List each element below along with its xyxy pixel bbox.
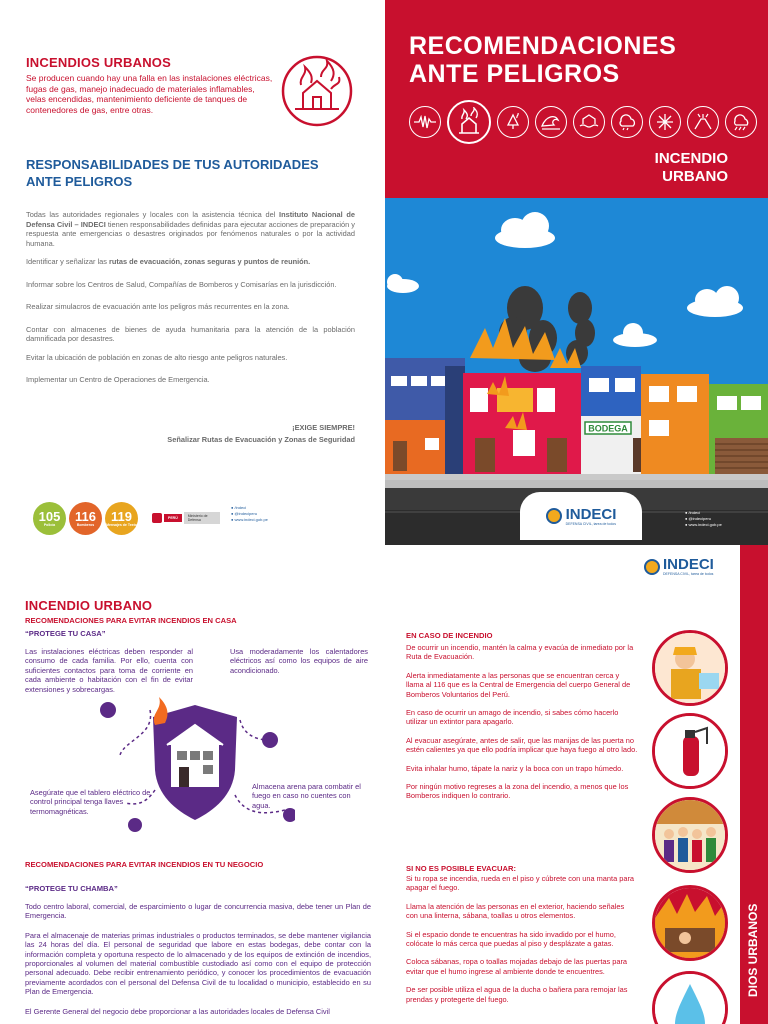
inner-spread <box>0 545 768 1024</box>
inner-title: INCENDIO URBANO <box>25 598 153 613</box>
burning-street-illustration <box>385 198 768 488</box>
side-strip <box>740 545 768 1024</box>
twitter-link[interactable]: ● @indeciperu <box>685 516 712 521</box>
indeci-tagline: DEFENSA CIVIL, tarea de todos <box>663 572 714 576</box>
social-links <box>231 505 268 523</box>
firefighters-number-badge: 116 Bomberos <box>69 502 102 535</box>
website-link[interactable]: ● www.indeci.gob.pe <box>231 517 268 522</box>
no-evac-title: SI NO ES POSIBLE EVACUAR: <box>406 864 516 873</box>
home-tip-electrical: Las instalaciones eléctricas deben responder al consumo de cada familia. Por ello, cuenta con suficientes contactos para toma de corriente en cada ambiente o habitación con el fin de evitar extensiones y sobrecargas. <box>25 647 193 694</box>
heavy-rain-icon <box>725 106 757 138</box>
business-quote: “PROTEGE TU CHAMBA” <box>25 884 118 893</box>
rain-icon <box>611 106 643 138</box>
peru-shield-icon <box>152 513 162 523</box>
business-text: Todo centro laboral, comercial, de esparcimiento o lugar de concurrencia masiva, debe tener un Plan de Emergencia. Para el almacenaje de materias primas industriales o productos terminados, se debe mantener vigilancia las 24 horas del día. El personal de seguridad que labore en estas bodegas, debe contar con la información completa y oportuna respecto de lo almacenado y de los equipos de extinción de incendios, proporcionales al volumen del material combustible custodiado así como con el equipo de protección personal adecuado. Debe recibir entrenamiento periódico, y conocer los procedimientos de evacuación previamente acordados con el personal del Defensa Civil de tu localidad o municipio, establecido en su Plan de Emergencia. El Gerente General del negocio debe proporcionar a las autoridades locales de Defensa Civil <box>25 902 371 1016</box>
ministry-logo <box>152 512 220 524</box>
home-tip-breaker: Asegúrate que el tablero eléctrico de control principal tenga llaves termomagnéticas. <box>30 788 151 816</box>
facebook-link[interactable]: ● /indeci <box>231 505 247 510</box>
firefighter-illustration <box>652 630 728 706</box>
slogan: ¡EXIGE SIEMPRE! Señalizar Rutas de Evacuación y Zonas de Seguridad <box>167 423 355 444</box>
indeci-logo-text: INDECI <box>565 505 617 523</box>
sms-number-badge: 119 Mensajes de Texto <box>105 502 138 535</box>
indeci-logo-text: INDECI <box>663 556 714 573</box>
back-panel <box>0 0 385 545</box>
cover-subtitle: INCENDIO URBANO <box>654 150 728 185</box>
smoke-crawl-illustration <box>652 885 728 961</box>
hazard-icon-row <box>409 100 757 144</box>
home-tip-heaters: Usa moderadamente los calentadores eléctricos así como los equipos de aire acondicionado. <box>230 647 368 675</box>
home-quote: “PROTEGE TU CASA” <box>25 629 106 638</box>
bodega-sign: BODEGA <box>588 423 628 434</box>
facebook-link[interactable]: ● /indeci <box>685 510 701 515</box>
peru-label: PERÚ <box>164 514 182 522</box>
in-case-list: De ocurrir un incendio, mantén la calma y evacúa de inmediato por la Ruta de Evacuación. Alerta inmediatamente a las personas que se encuentran cerca y llama al 116 que es la Central de Emergencia del cuerpo General de Bomberos Voluntarios del Perú. En caso de ocurrir un amago de incendio, si sabes cómo hacerlo utilizar un extintor para apagarlo. Al evacuar asegúrate, antes de salir, que las manijas de las puerta no estén calientes ya que ello podría implicar que haya fuego al otro lado. Evita inhalar humo, tápate la nariz y la boca con un trapo húmedo. Por ningún motivo regreses a la zona del incendio, a menos que los Bomberos indiquen lo contrario. <box>406 643 638 801</box>
shower-water-illustration <box>652 971 728 1024</box>
evacuation-group-illustration <box>652 797 728 873</box>
section-title: INCENDIOS URBANOS <box>26 55 171 70</box>
home-tip-sand: Almacena arena para combatir el fuego en caso no cuentes con agua. <box>252 782 361 810</box>
home-recs-title: RECOMENDACIONES PARA EVITAR INCENDIOS EN CASA <box>25 616 237 625</box>
twitter-link[interactable]: ● @indeciperu <box>231 511 258 516</box>
side-strip-label: DIOS URBANOS <box>746 903 760 997</box>
in-case-title: EN CASO DE INCENDIO <box>406 631 493 640</box>
seismic-icon <box>409 106 441 138</box>
tsunami-icon <box>535 106 567 138</box>
responsibility-list: Todas las autoridades regionales y locales con la asistencia técnica del Instituto Nacional de Defensa Civil – INDECI tienen responsabilidades definidas para ejecutar acciones de preparación y respuesta ante emergencias o desastres originados por fenómenos naturales o por la actividad humana. Identificar y señalizar las rutas de evacuación, zonas seguras y puntos de reunión. Informar sobre los Centros de Salud, Compañías de Bomberos y Comisarías en la jurisdicción. Realizar simulacros de evacuación ante los peligros más recurrentes en la zona. Contar con almacenes de bienes de ayuda humanitaria para la atención de la población damnificada por desastres. Evitar la ubicación de población en zonas de alto riesgo ante peligros naturales. Implementar un Centro de Operaciones de Emergencia. <box>26 210 355 384</box>
volcano-icon <box>687 106 719 138</box>
no-evac-list: Si tu ropa se incendia, rueda en el piso y cúbrete con una manta para apagar el fuego. Llama la atención de las personas en el exterior, haciendo señales con una linterna, sábana, toallas u otros elementos. Si el espacio donde te encuentras ha sido invadido por el humo, colócate lo más cerca que puedas al piso y desplázate a gatas. Coloca sábanas, ropa o toallas mojadas debajo de las puertas para evitar que el humo ingrese al ambiente donde te encuentres. De ser posible utiliza el agua de la ducha o bañera para remojar las prendas y protegerte del fuego. <box>406 874 635 1004</box>
indeci-logo-inner <box>644 557 714 576</box>
forest-fire-icon <box>497 106 529 138</box>
intro-text: Se producen cuando hay una falla en las instalaciones eléctricas, fugas de gas, manejo inadecuado de materiales inflamables, velas encendidas, mantenimiento deficiente de tanques de contenedores de gas, entre otras. <box>26 73 273 115</box>
road-footer <box>385 488 768 545</box>
indeci-tagline: DEFENSA CIVIL, tarea de todos <box>565 521 616 526</box>
cover-social-links <box>685 510 722 528</box>
website-link[interactable]: ● www.indeci.gob.pe <box>685 522 722 527</box>
flood-icon <box>573 106 605 138</box>
emergency-numbers <box>33 502 138 535</box>
indeci-emblem-icon <box>644 559 660 575</box>
urban-fire-icon <box>447 100 491 144</box>
indeci-emblem-icon <box>546 508 562 524</box>
ministry-label: Ministerio de Defensa <box>184 512 220 524</box>
police-number-badge: 105 Policía <box>33 502 66 535</box>
burning-house-icon <box>281 55 353 127</box>
business-recs-title: RECOMENDACIONES PARA EVITAR INCENDIOS EN TU NEGOCIO <box>25 860 264 869</box>
cover-title: RECOMENDACIONES ANTE PELIGROS <box>409 32 677 88</box>
cover-panel <box>385 0 768 545</box>
indeci-logo-cover <box>520 492 642 540</box>
fire-extinguisher-illustration <box>652 713 728 789</box>
responsibilities-title: RESPONSABILIDADES DE TUS AUTORIDADES ANTE PELIGROS <box>26 157 319 189</box>
snow-icon <box>649 106 681 138</box>
